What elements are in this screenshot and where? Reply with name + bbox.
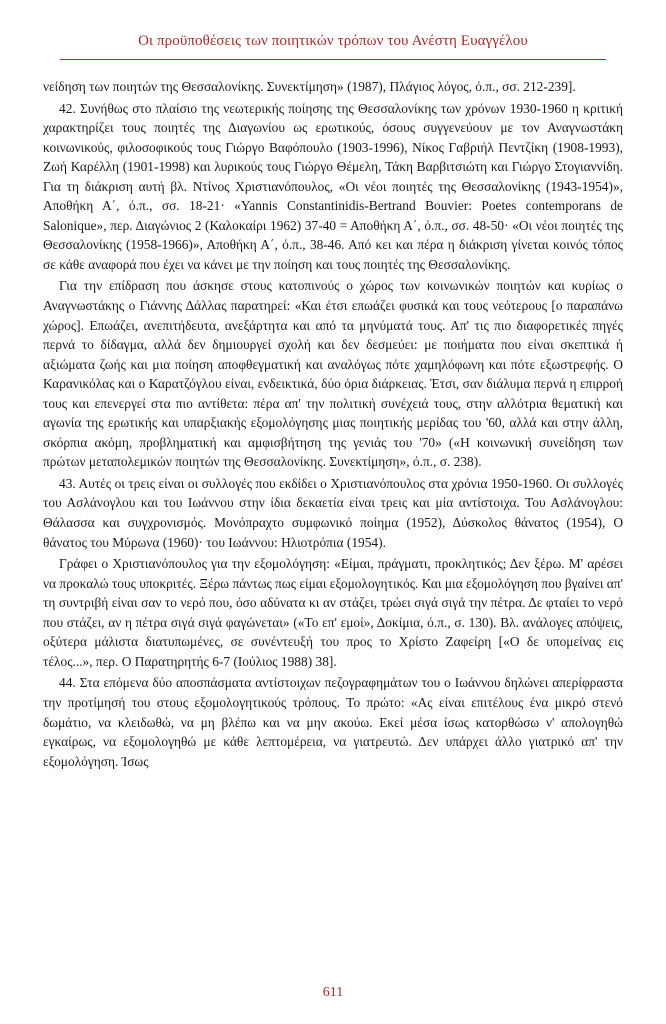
footnotes-body (43, 77, 623, 771)
footnote-43: 43. Αυτές οι τρεις είναι οι συλλογές που εκδίδει ο Χριστιανόπουλος στα χρόνια 1950-1960. Οι συλλογές του Ασλάνογλου και του Ιωάννου στην ίδια δεκαετία είναι τρεις και μία αντίστοιχα. Του Ασλάνογλου: Θάλασσα και συγχρονισμός. Μονόπραχτο συμφωνικό ποίημα (1952), Δύσκολος θάνατος (1954), Ο θάνατος του Μύρωνα (1960)· του Ιωάννου: Ηλιοτρόπια (1954). (43, 475, 623, 550)
footnote-42-paragraph-2: Για την επίδραση που άσκησε στους κατοπινούς ο χώρος των κοινωνικών ποιητών και κυρίως ο Αναγνωστάκης ο Γιάννης Δάλλας παρατηρεί: «Και έτσι επωάζει φυσικά και τους νεότερους [ο παραπάνω χώρος]. Επωάζει, ανεπιτήδευτα, ανεξάρτητα και από τα μηνύματά τους. Απ' τις πιο διαφορετικές πηγές περνά το δίδαγμα, αλλά δεν δημιουργεί σχολή και δεν δεσμεύει: με ποιήματα που είναι σκεπτικά ή αξιώματα ζωής και μια ποίηση αποφθεγματική και αναλόγως πότε χαμηλόφωνη και πότε εξωστρεφής. Ο Καρανικόλας και ο Καρατζόγλου είναι, ενδεικτικά, δύο όρια διάρκειας. Έτσι, σαν διάλυμα περνά η επιρροή τους και επενεργεί στα πιο αντίθετα: πέρα απ' την πολιτική συνέχειά τους, στην αλλότρια θεματική και αγωνία της ερωτικής και υπαρξιακής εξομολόγησης μιας ποιητικής μερίδας του '60, αλλά και στην άλλη, σκόρπια ακόμη, προβληματική και αμφισβήτηση της γενιάς του '70» («Η κοινωνική συνείδηση των πρώτων μεταπολεμικών ποιητών της Θεσσαλονίκης. Συνεκτίμηση», ό.π., σ. 238). (43, 278, 623, 470)
footnote-continuation: νείδηση των ποιητών της Θεσσαλονίκης. Συνεκτίμηση» (1987), Πλάγιος λόγος, ό.π., σσ. 212-239]. (43, 79, 576, 94)
header-rule (60, 59, 606, 60)
footnote-43-paragraph-2: Γράφει ο Χριστιανόπουλος για την εξομολόγηση: «Είμαι, πράγματι, προκλητικός; Δεν ξέρω. Μ' αρέσει να προκαλώ τους υποκριτές. Ξέρω πάντως πως είμαι εξομολογητικός. Και μια εξομολόγηση που βγαίνει απ' τη συντριβή είναι σαν το νερό που, όσο αδύνατα κι αν στάζει, τρώει σιγά σιγά την πέτρα. Δε φταίει το νερό που στάζει, αν η πέτρα σιγά σιγά φαγώνεται» («Το επ' εμοί», Δοκίμια, ό.π., σ. 130). Βλ. ανάλογες απόψεις, οξύτερα μάλιστα διατυπωμένες, σε συνέντευξή του προς το Χρίστο Ζαφείρη [«Ο δε υπομείνας εις τέλος...», περ. Ο Παρατηρητής 6-7 (Ιούλιος 1988) 38]. (43, 556, 623, 669)
page-number: 611 (322, 985, 344, 1000)
running-header: Οι προϋποθέσεις των ποιητικών τρόπων του Ανέστη Ευαγγέλου (138, 33, 528, 49)
footnote-42: 42. Συνήθως στο πλαίσιο της νεωτερικής ποίησης της Θεσσαλονίκης των χρόνων 1930-1960 η κριτική χαρακτηρίζει τους ποιητές της Διαγωνίου ως ερωτικούς, όσους συγγενεύουν με τον Αναγνωστάκη κοινωνικούς, φιλοσοφικούς τους Γιώργο Βαφόπουλο (1903-1996), Νίκος Γαβριήλ Πεντζίκη (1908-1993), Ζωή Καρέλλη (1901-1998) και λυρικούς τους Γιώργο Θέμελη, Τάκη Βαρβιτσιώτη και Γιώργο Στογιαννίδη. Για τη διάκριση αυτή βλ. Ντίνος Χριστιανόπουλος, «Οι νέοι ποιητές της Θεσσαλονίκης (1943-1954)», Αποθήκη Α΄, ό.π., σσ. 18-21· «Yannis Constantinidis-Bertrand Bouvier: Poetes contemporans de Salonique», περ. Διαγώνιος 2 (Καλοκαίρι 1962) 37-40 = Αποθήκη Α΄, ό.π., σσ. 48-50· «Οι νέοι ποιητές της Θεσσαλονίκης (1958-1966)», Αποθήκη Α΄, ό.π., 38-46. Από κει και πέρα η διάκριση γίνεται κοινός τόπος σε κάθε αναφορά που έχει να κάνει με την ποίηση και τους ποιητές της Θεσσαλονίκης. (43, 100, 623, 272)
footnote-44: 44. Στα επόμενα δύο αποσπάσματα αντίστοιχων πεζογραφημάτων του ο Ιωάννου δηλώνει απερίφραστα την προτίμησή του στους εξομολογητικούς τρόπους. Το πρώτο: «Ας είναι επιτέλους ένα μικρό στενό δωμάτιο, να κλειδωθώ, να μη βλέπω και να μην ακούω. Εκεί μέσα ίσως κατορθώσω ν' απολογηθώ εγκαίρως, να εξομολογηθώ με κάθε λεπτομέρεια, να γιατρευτώ. Δεν υπάρχει άλλο γιατρικό απ' την εξομολόγηση. Ίσως (43, 675, 623, 769)
